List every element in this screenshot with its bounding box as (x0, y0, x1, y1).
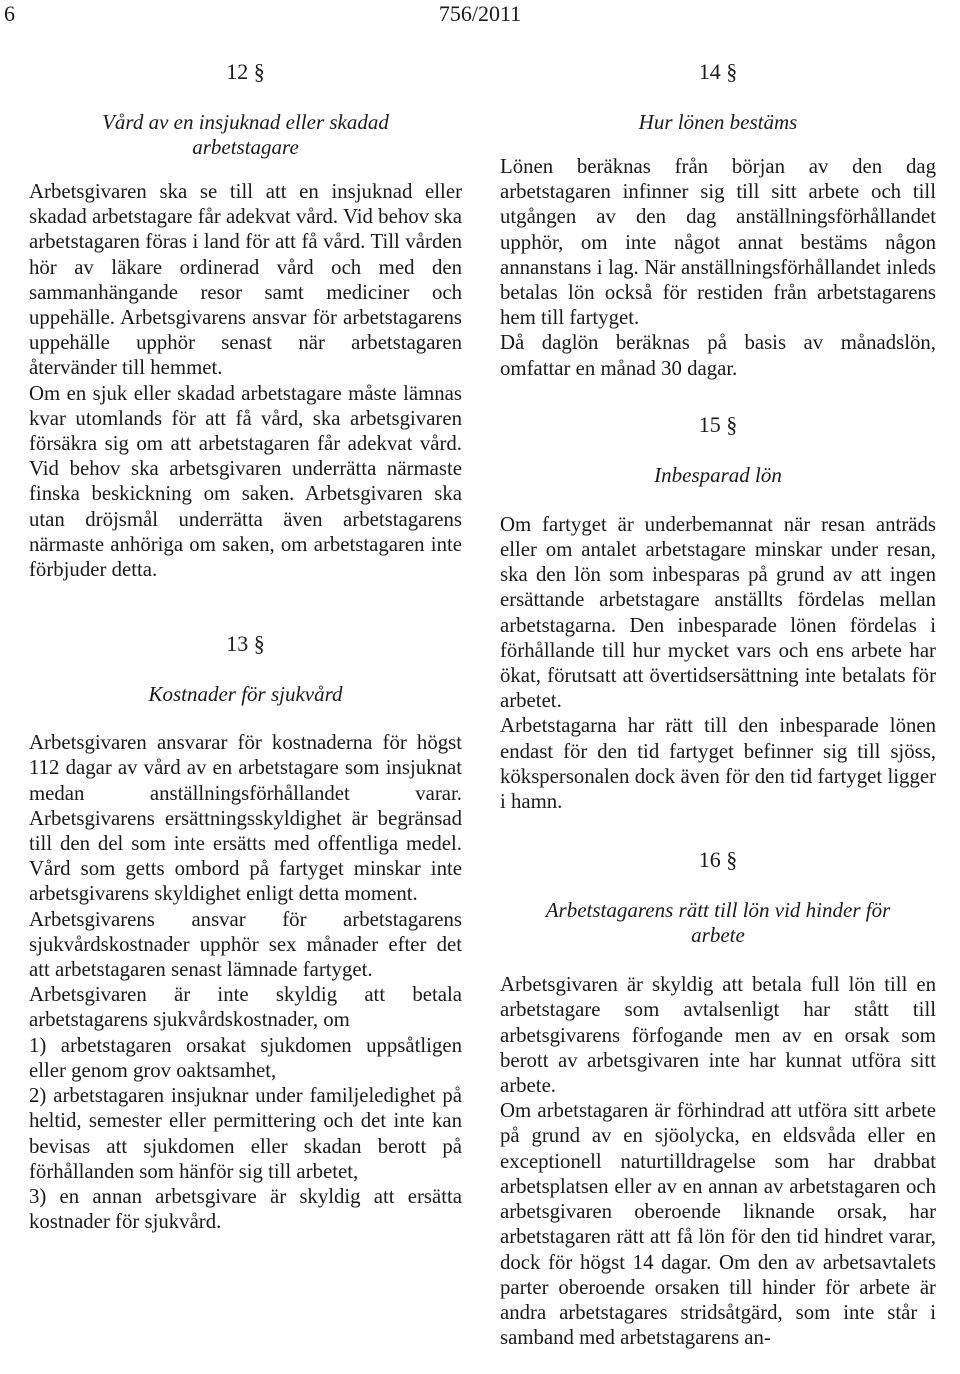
paragraph: Då daglön beräknas på basis av månadslön, omfattar en månad 30 dagar. (500, 331, 936, 380)
paragraph: 3) en annan arbetsgivare är skyldig att ersätta kostnader för sjukvård. (29, 1184, 462, 1234)
paragraph: Lönen beräknas från början av den dag arbetstagaren infinner sig till sitt arbete och till utgången av den dag anställningsförhållandet upphör, om inte något annat bestäms någon annanstans i lag. När anställningsförhållandet inleds betalas lön också för restiden från arbetstagarens hem till fartyget. (500, 155, 936, 330)
section-13 (29, 630, 462, 1234)
section-title: Inbesparad lön (654, 462, 782, 487)
section-15 (500, 411, 936, 814)
paragraph: Arbetsgivaren är inte skyldig att betala arbetstagarens sjukvårdskostnader, om (29, 983, 462, 1032)
paragraph: Om arbetstagaren är förhindrad att utföra sitt arbete på grund av en sjöolycka, en eldsvåda eller en exceptionell naturtilldragelse som har drabbat arbetsplatsen eller av en annan av arbetstagaren och arbetsgivaren oberoende liknande orsak, har arbetstagaren rätt att få lön för den tid hindret varar, dock för högst 14 dagar. Om den av arbetsavtalets parter oberoende orsaken till hinder för arbete är andra arbetstagares stridsåtgärd, som inte står i samband med arbetstagarens an- (500, 1099, 936, 1350)
section-12 (29, 58, 462, 582)
section-number: 16 § (698, 847, 738, 873)
document-id: 756/2011 (438, 1, 522, 26)
section-16 (500, 846, 936, 1350)
section-number: 13 § (226, 631, 265, 657)
paragraph: Om fartyget är underbemannat när resan anträds eller om antalet arbetstagare minskar under resan, ska den lön som inbesparas på grund av att ingen ersättande arbetstagare anställts fördelas mellan arbetstagarna. Den inbesparade lönen fördelas i förhållande till hur mycket vars och ens arbete har ökat, förutsatt att övertidsersättning inte betalats för arbetet. (500, 512, 936, 713)
section-title: Vård av en insjuknad eller skadad arbetstagare (102, 110, 389, 159)
section-title: Kostnader för sjukvård (148, 682, 343, 707)
paragraph: Arbetsgivaren ansvarar för kostnaderna för högst 112 dagar av vård av en arbetstagare som insjuknat medan anställningsförhållandet varar. Arbetsgivarens ersättningsskyldighet är begränsad till den del som inte ersätts med offentliga medel. Vård som getts ombord på fartyget minskar inte arbetsgivarens skyldighet enligt detta moment. (29, 731, 462, 906)
paragraph: Arbetsgivaren ska se till att en insjuknad eller skadad arbetstagare får adekvat vård. Vid behov ska arbetstagaren föras i land för att få vård. Till vården hör av läkare ordinerad vård och med den sammanhängande resor samt mediciner och uppehälle. Arbetsgivarens ansvar för arbetstagarens uppehälle upphör senast när arbetstagaren återvänder till hemmet. (29, 180, 462, 380)
section-title: Hur lönen bestäms (638, 110, 798, 134)
section-title: Arbetstagarens rätt till lön vid hinder för arbete (545, 898, 891, 948)
section-14 (500, 58, 936, 381)
page-number: 6 (4, 1, 15, 26)
paragraph: Arbetsgivarens ansvar för arbetstagarens sjukvårdskostnader upphör sex månader efter det att arbetstagaren senast lämnade fartyget. (29, 907, 462, 982)
section-number: 12 § (226, 59, 265, 84)
left-column (29, 58, 462, 1234)
paragraph: 2) arbetstagaren insjuknar under familjeledighet på heltid, semester eller permittering och det inte kan bevisas att sjukdomen eller skadan berott på förhållanden som hänför sig till arbetet, (29, 1084, 462, 1183)
paragraph: 1) arbetstagaren orsakat sjukdomen uppsåtligen eller genom grov oaktsamhet, (29, 1033, 462, 1082)
section-number: 14 § (698, 59, 738, 84)
paragraph: Om en sjuk eller skadad arbetstagare måste lämnas kvar utomlands för att få vård, ska arbetsgivaren försäkra sig om att arbetstagaren får adekvat vård. Vid behov ska arbetsgivaren underrätta närmaste finska beskickning om saken. Arbetsgivaren ska utan dröjsmål underrätta även arbetstagarens närmaste anhöriga om saken, om arbetstagaren inte förbjuder detta. (29, 381, 462, 582)
section-number: 15 § (698, 411, 738, 437)
right-column (500, 58, 936, 1350)
paragraph: Arbetsgivaren är skyldig att betala full lön till en arbetstagare som avtalsenligt har stått till arbetsgivarens förfogande men av en orsak som berott av arbetsgivaren inte har kunnat utföra sitt arbete. (500, 973, 936, 1098)
paragraph: Arbetstagarna har rätt till den inbesparade lönen endast för den tid fartyget befinner sig till sjöss, kökspersonalen dock även för den tid fartyget ligger i hamn. (500, 714, 936, 814)
